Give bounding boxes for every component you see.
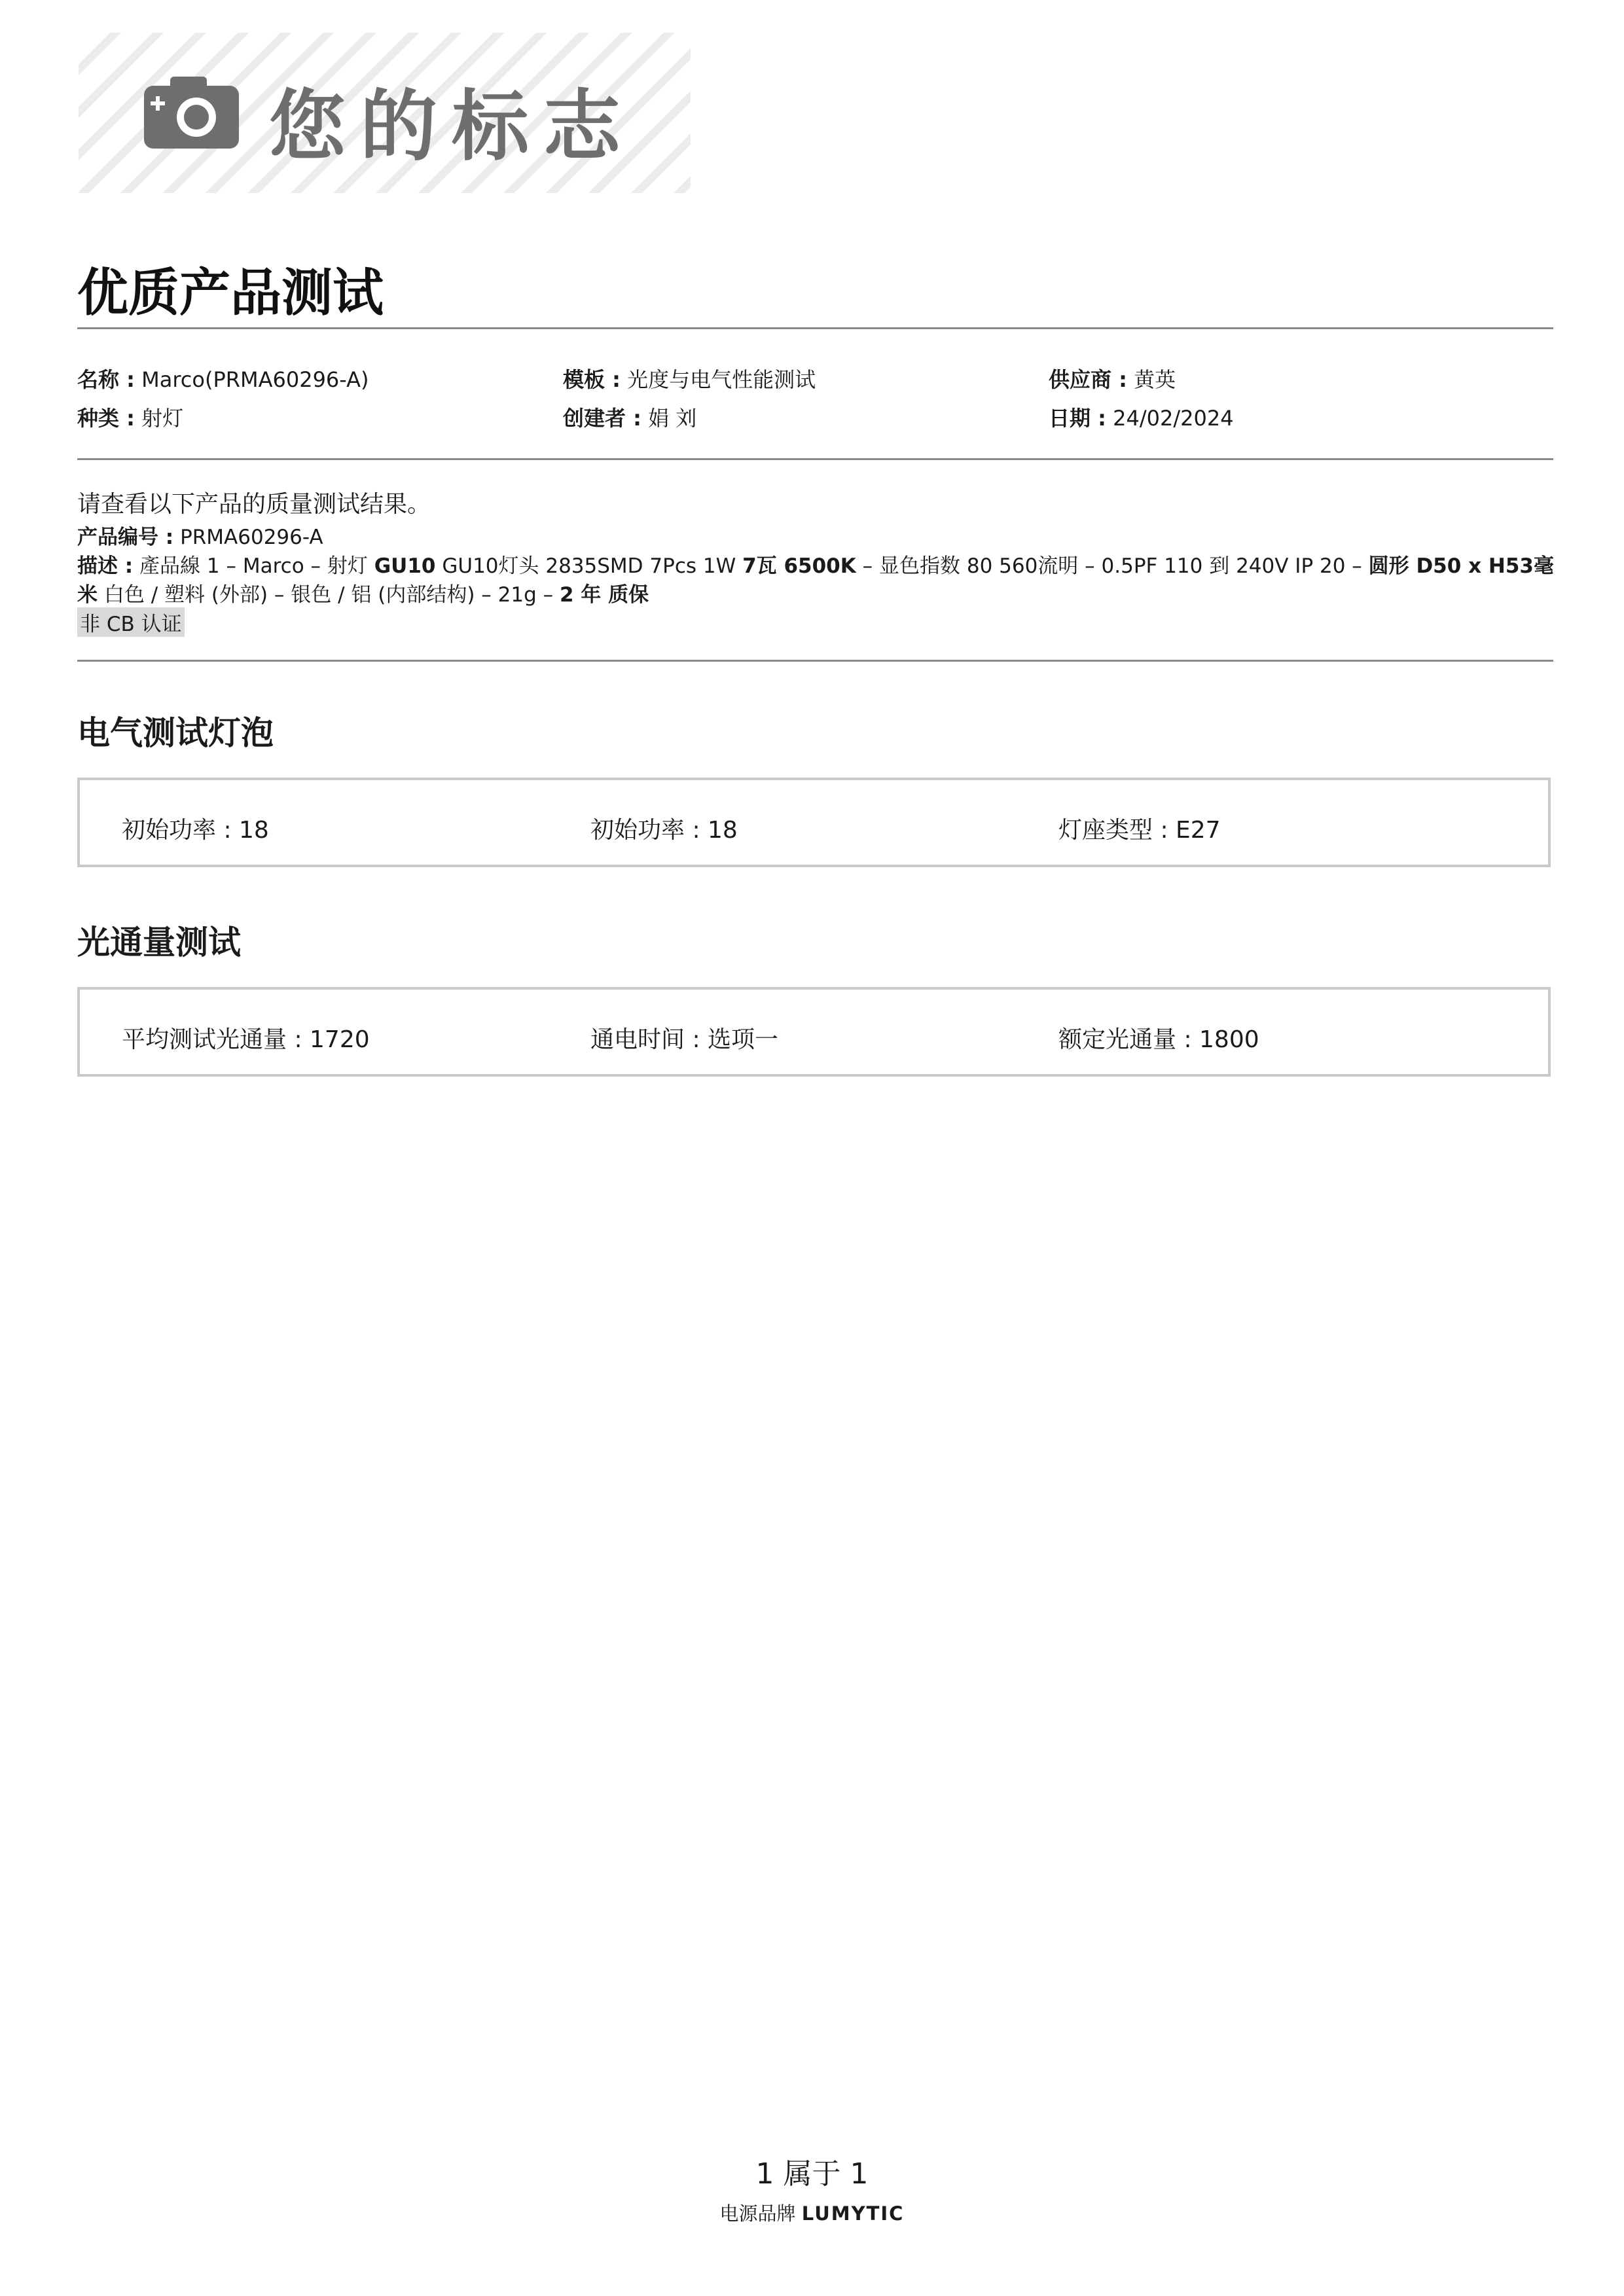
meta-category: 种类 : 射灯 bbox=[77, 406, 184, 431]
field-initial-power: 初始功率 : 18 bbox=[122, 817, 269, 844]
meta-creator: 创建者 : 娟 刘 bbox=[563, 406, 697, 431]
field-initial-power-2: 初始功率 : 18 bbox=[590, 817, 738, 844]
camera-plus-icon bbox=[144, 75, 239, 149]
document-title: 优质产品测试 bbox=[77, 264, 384, 323]
meta-date: 日期 : 24/02/2024 bbox=[1049, 406, 1234, 431]
meta-name: 名称 : Marco(PRMA60296-A) bbox=[77, 367, 369, 392]
footer-brand: 电源品牌 LUMYTIC bbox=[719, 2202, 905, 2225]
title-divider bbox=[77, 327, 1553, 329]
section-title-luminous: 光通量测试 bbox=[77, 924, 241, 961]
field-rated-flux: 额定光通量 : 1800 bbox=[1058, 1026, 1259, 1053]
product-description: 描述 : 產品線 1 – Marco – 射灯 GU10 GU10灯头 2835SMD 7Pcs 1W 7瓦 6500K – 显色指数 80 560流明 – 0.5PF 110 到 240V IP 20 – 圆形 D50 x H53毫米 白色 / 塑料 (外部) – 银色 / 铝 (内部结构) – 21g – 2 年 质保 bbox=[77, 554, 1554, 607]
electrical-test-box bbox=[77, 778, 1551, 867]
meta-divider bbox=[77, 458, 1553, 460]
certification-badge: 非 CB 认证 bbox=[77, 607, 185, 637]
field-average-flux: 平均测试光通量 : 1720 bbox=[122, 1026, 370, 1053]
section-title-electrical: 电气测试灯泡 bbox=[77, 714, 274, 752]
meta-supplier: 供应商 : 黄英 bbox=[1049, 367, 1176, 392]
meta-template: 模板 : 光度与电气性能测试 bbox=[563, 367, 816, 392]
product-code: 产品编号 : PRMA60296-A bbox=[77, 526, 323, 549]
logo-placeholder bbox=[79, 33, 691, 193]
page-number: 1 属于 1 bbox=[755, 2157, 869, 2191]
field-socket-type: 灯座类型 : E27 bbox=[1058, 817, 1221, 844]
logo-text: 您的标志 bbox=[268, 81, 636, 171]
intro-text: 请查看以下产品的质量测试结果。 bbox=[77, 491, 431, 518]
description-divider bbox=[77, 660, 1553, 662]
luminous-flux-box bbox=[77, 987, 1551, 1077]
field-power-on-time: 通电时间 : 选项一 bbox=[590, 1026, 779, 1053]
